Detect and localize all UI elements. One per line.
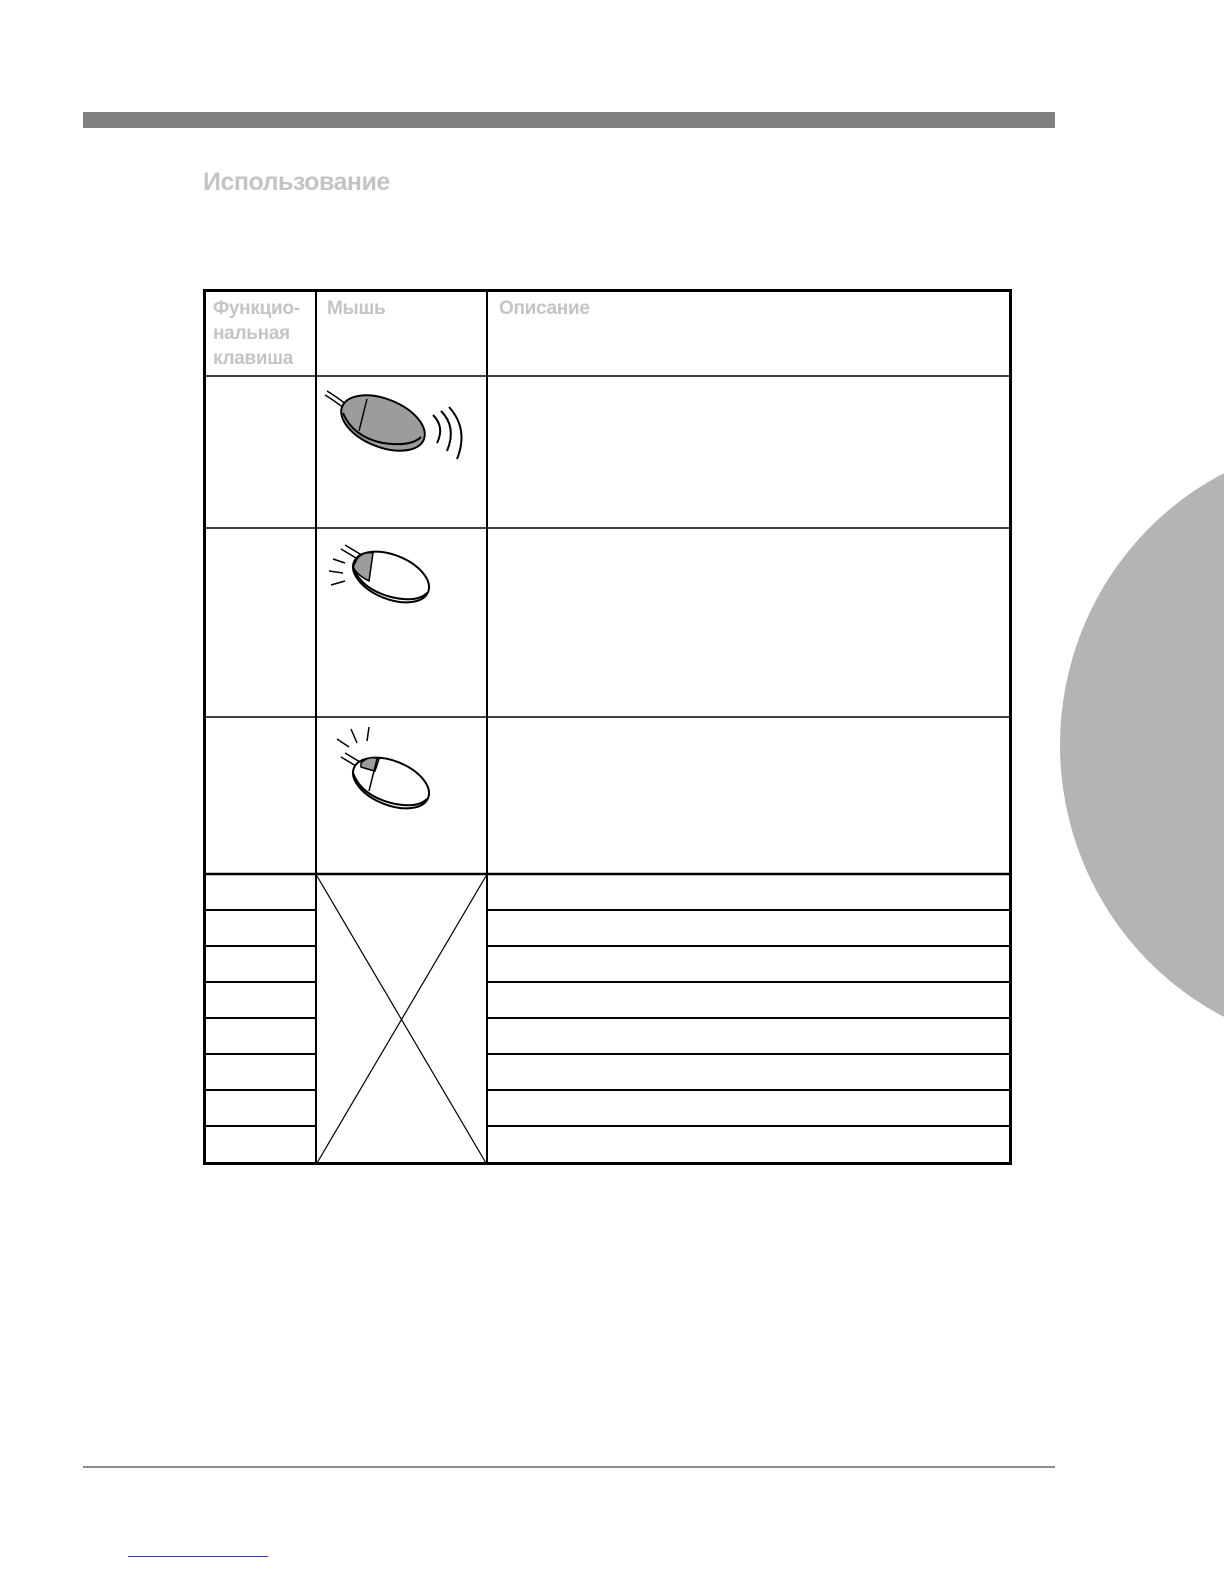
section-title: Использование bbox=[203, 168, 390, 196]
header-description: Описание bbox=[499, 298, 590, 319]
mouse-right-click-icon bbox=[325, 727, 445, 827]
mouse-left-click-icon bbox=[325, 541, 445, 621]
header-bar bbox=[83, 112, 1055, 128]
side-tab bbox=[1060, 440, 1224, 1050]
footer-link-underline[interactable] bbox=[128, 1556, 268, 1557]
hotkey-table bbox=[203, 289, 1012, 1165]
mouse-move-icon bbox=[323, 385, 473, 475]
footer-rule bbox=[83, 1466, 1055, 1468]
header-function-key: Функцио- нальная клавиша bbox=[213, 298, 300, 369]
side-tab-shape bbox=[1060, 440, 1224, 1050]
header-mouse: Мышь bbox=[327, 298, 386, 319]
